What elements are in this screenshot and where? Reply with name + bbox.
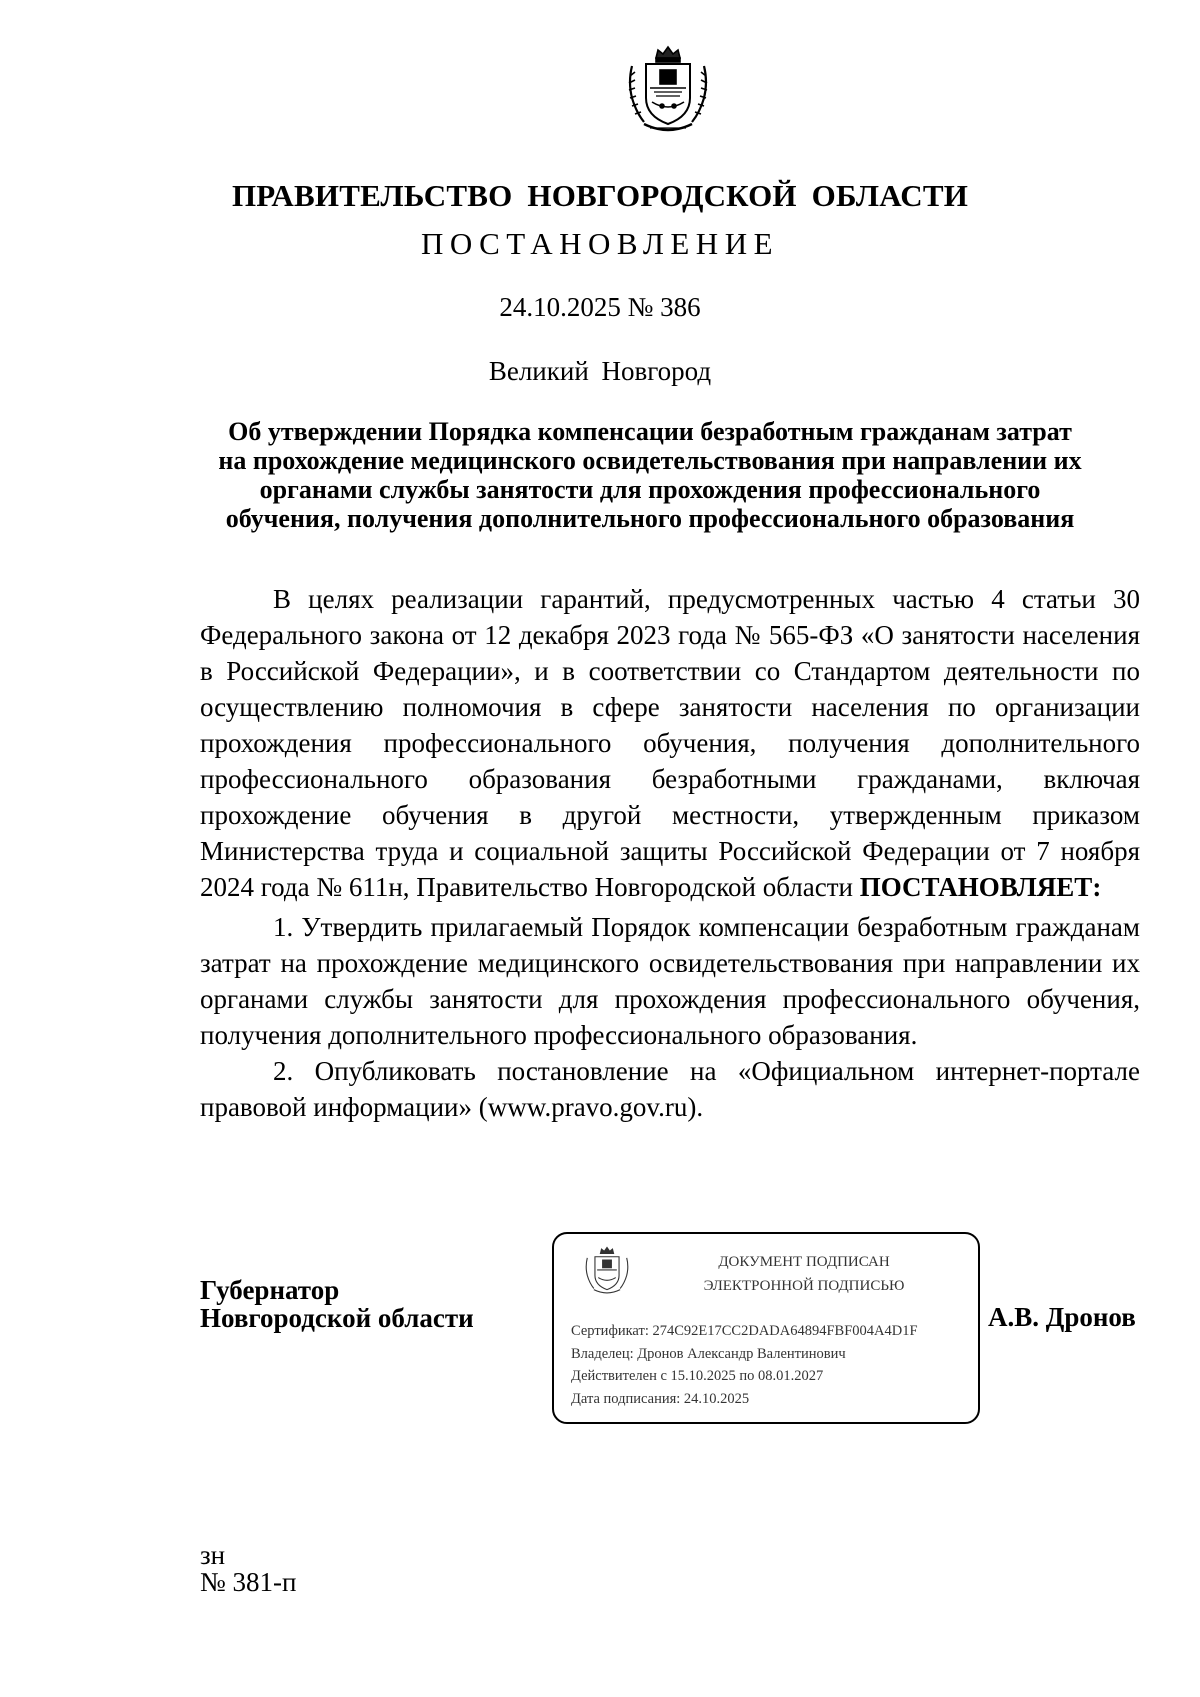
title-line: органами службы занятости для прохождения профессионального: [259, 475, 1041, 504]
date-and-number: 24.10.2025 № 386: [499, 292, 701, 322]
footer-reg-number: № 381-п: [200, 1567, 297, 1597]
stamp-details: [571, 1320, 918, 1410]
city: Великий Новгород: [488, 356, 712, 386]
title-line: обучения, получения дополнительного профессионального образования: [225, 504, 1075, 533]
coat-of-arms-icon: [584, 1244, 630, 1298]
document-type: ПОСТАНОВЛЕНИЕ: [420, 226, 780, 261]
stamp-owner: Владелец: Дронов Александр Валентинович: [571, 1345, 846, 1362]
signatory-title: [200, 1276, 474, 1332]
title-line: на прохождение медицинского освидетельствования при направлении их: [218, 446, 1082, 475]
title-line: Об утверждении Порядка компенсации безработным гражданам затрат: [228, 417, 1072, 446]
electronic-signature-stamp: [552, 1232, 980, 1424]
stamp-heading-line: ДОКУМЕНТ ПОДПИСАН: [718, 1254, 890, 1270]
signatory-name: А.В. Дронов: [988, 1302, 1136, 1332]
organization-name: ПРАВИТЕЛЬСТВО НОВГОРОДСКОЙ ОБЛАСТИ: [231, 178, 969, 213]
document-title: [190, 417, 1110, 533]
preamble-text: В целях реализации гарантий, предусмотренных частью 4 статьи 30 Федерального закона от 12 декабря 2023 года № 565-ФЗ «О занятости населения в Российской Федерации», и в соответствии со Стандартом деятельности по осуществлению полномочия в сфере занятости населения по организации прохождения профессионального обучения, получения дополнительного профессионального образования безработными гражданами, включая прохождение обучения в другой местности, утвержденным приказом Министерства труда и социальной защиты Российской Федерации от 7 ноября 2024 года № 611н, Правительство Новгородской области: [200, 584, 1140, 902]
stamp-heading-line: ЭЛЕКТРОННОЙ ПОДПИСЬЮ: [703, 1278, 905, 1294]
stamp-certificate: Сертификат: 274C92E17CC2DADA64894FBF004A4D1F: [571, 1323, 918, 1339]
item-2-paragraph: 2. Опубликовать постановление на «Официальном интернет-портале правовой информации» (www.pravo.gov.ru).: [200, 1056, 1140, 1122]
footer-initials: зн: [200, 1540, 226, 1570]
document-body: [200, 581, 1140, 1125]
signatory-title-line: Новгородской области: [200, 1303, 474, 1333]
resolves-word: ПОСТАНОВЛЯЕТ:: [859, 872, 1102, 902]
signatory-title-line: Губернатор: [200, 1275, 340, 1305]
preamble-paragraph: [200, 581, 1140, 905]
stamp-signed-date: Дата подписания: 24.10.2025: [571, 1390, 750, 1407]
item-1-paragraph: 1. Утвердить прилагаемый Порядок компенсации безработным гражданам затрат на прохождение медицинского освидетельствования при направлении их органами службы занятости для прохождения профессионального обучения, получения дополнительного профессионального образования.: [200, 912, 1140, 1050]
stamp-heading: [634, 1250, 974, 1298]
footer-registration: [200, 1542, 296, 1596]
coat-of-arms-icon: [626, 42, 710, 138]
stamp-validity: Действителен с 15.10.2025 по 08.01.2027: [571, 1368, 824, 1384]
